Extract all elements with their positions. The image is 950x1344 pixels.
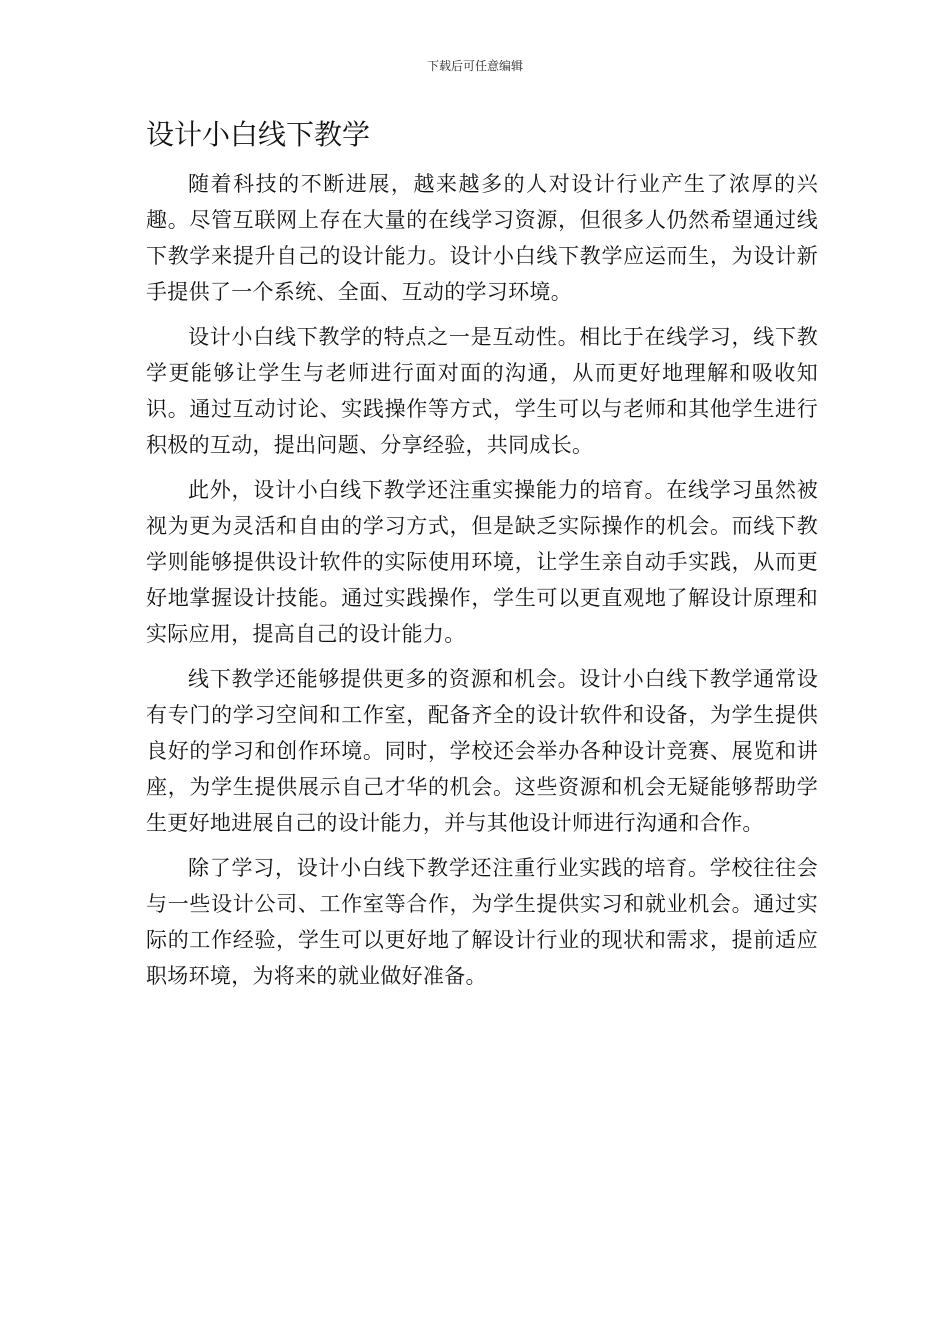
paragraph: 此外，设计小白线下教学还注重实操能力的培育。在线学习虽然被视为更为灵活和自由的学习方式，但是缺乏实际操作的机会。而线下教学则能够提供设计软件的实际使用环境，让学生亲自动手实践，从而更好地掌握设计技能。通过实践操作，学生可以更直观地了解设计原理和实际应用，提高自己的设计能力。 (146, 478, 818, 646)
paragraph: 设计小白线下教学的特点之一是互动性。相比于在线学习，线下教学更能够让学生与老师进行面对面的沟通，从而更好地理解和吸收知识。通过互动讨论、实践操作等方式，学生可以与老师和其他学生进行积极的互动，提出问题、分享经验，共同成长。 (146, 325, 818, 457)
paragraph: 除了学习，设计小白线下教学还注重行业实践的培育。学校往往会与一些设计公司、工作室等合作，为学生提供实习和就业机会。通过实际的工作经验，学生可以更好地了解设计行业的现状和需求，提前适应职场环境，为将来的就业做好准备。 (146, 856, 818, 988)
paragraph: 线下教学还能够提供更多的资源和机会。设计小白线下教学通常设有专门的学习空间和工作室，配备齐全的设计软件和设备，为学生提供良好的学习和创作环境。同时，学校还会举办各种设计竞赛、展览和讲座，为学生提供展示自己才华的机会。这些资源和机会无疑能够帮助学生更好地进展自己的设计能力，并与其他设计师进行沟通和合作。 (146, 667, 818, 835)
document-title: 设计小白线下教学 (146, 118, 371, 151)
header-note: 下载后可任意编辑 (426, 59, 523, 73)
document-body (146, 166, 818, 1003)
paragraph: 随着科技的不断进展，越来越多的人对设计行业产生了浓厚的兴趣。尽管互联网上存在大量的在线学习资源，但很多人仍然希望通过线下教学来提升自己的设计能力。设计小白线下教学应运而生，为设计新手提供了一个系统、全面、互动的学习环境。 (146, 172, 818, 304)
